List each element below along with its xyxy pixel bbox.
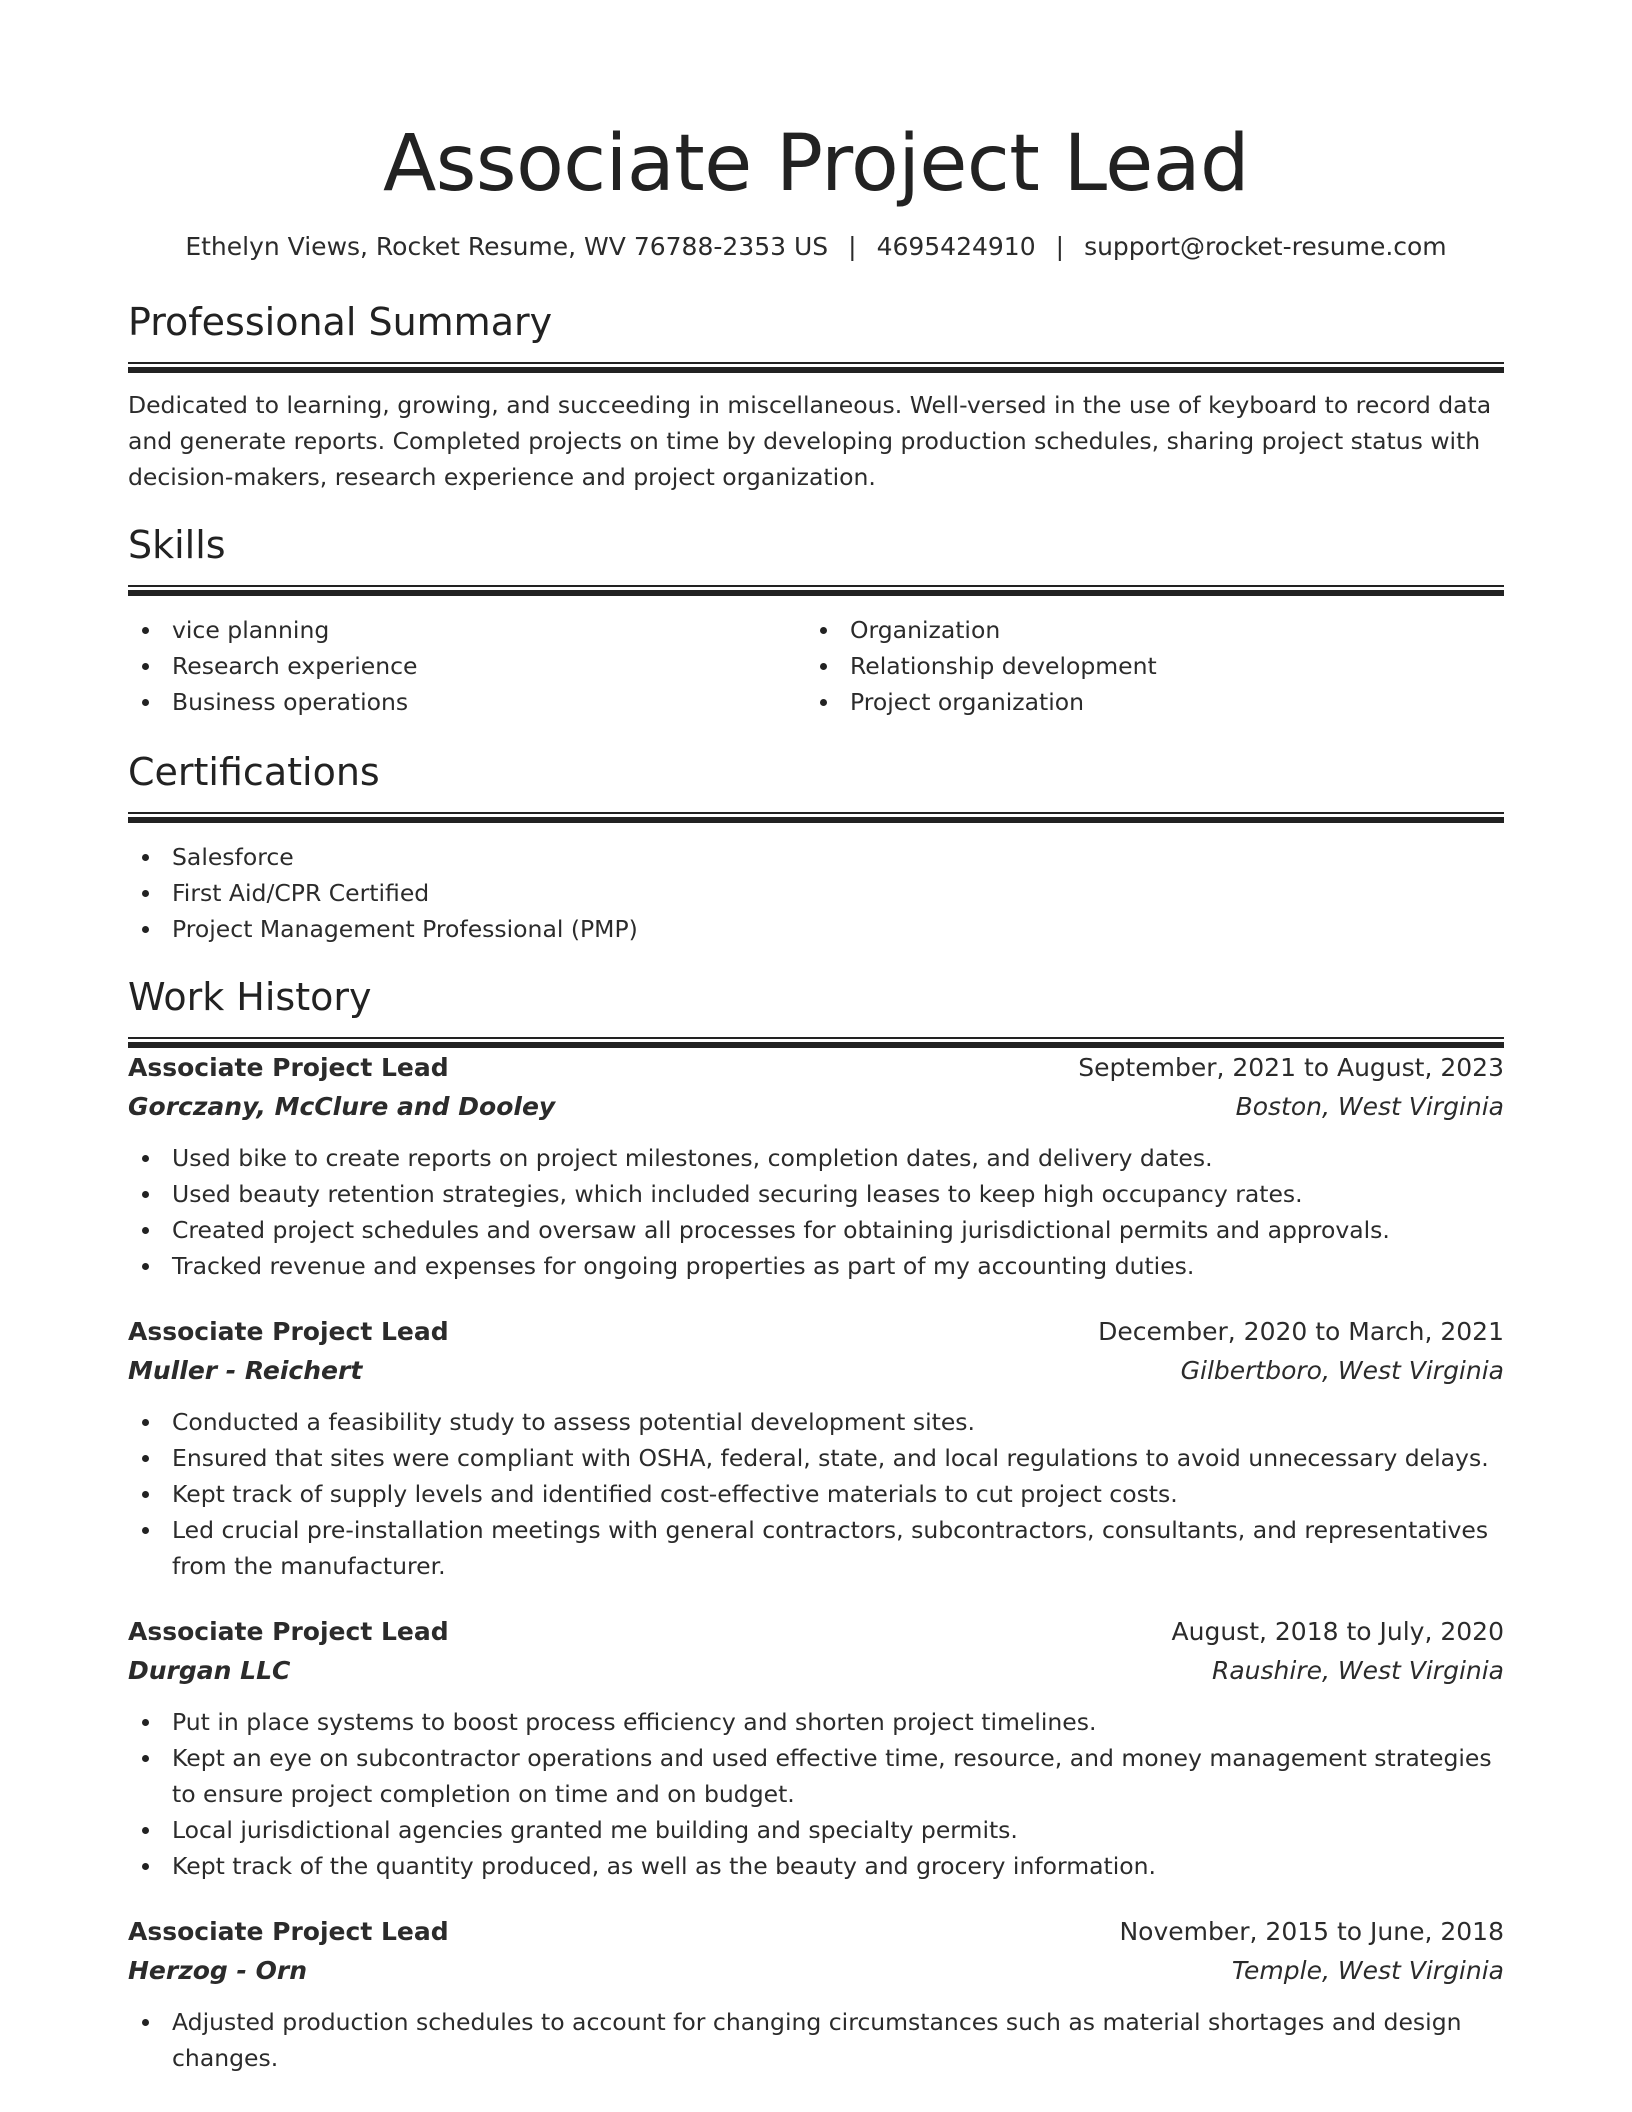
work-history-section [128, 971, 1504, 2076]
job-entry [128, 1312, 1504, 1584]
job-header [128, 1312, 1504, 1352]
contact-line [128, 230, 1504, 264]
job-title: Associate Project Lead [128, 1053, 449, 1082]
certification-item: First Aid/CPR Certified [128, 875, 1504, 911]
job-dates: September, 2021 to August, 2023 [1078, 1053, 1504, 1082]
job-subheader [128, 1952, 1504, 1990]
contact-phone: 4695424910 [876, 232, 1036, 261]
skills-list-right [806, 612, 1484, 720]
resume-page [128, 0, 1504, 2104]
job-header [128, 1612, 1504, 1652]
job-title: Associate Project Lead [128, 1317, 449, 1346]
job-header [128, 1048, 1504, 1088]
job-location: Raushire, West Virginia [1211, 1656, 1504, 1685]
certifications-list [128, 839, 1504, 947]
summary-heading: Professional Summary [128, 300, 553, 344]
job-subheader [128, 1088, 1504, 1126]
contact-separator: | [1055, 232, 1065, 261]
skills-heading: Skills [128, 523, 226, 567]
skill-item: Business operations [128, 684, 806, 720]
section-divider [128, 1037, 1504, 1048]
job-entry [128, 1912, 1504, 2076]
certification-item: Project Management Professional (PMP) [128, 911, 1504, 947]
certification-item: Salesforce [128, 839, 1504, 875]
job-bullet: Kept track of supply levels and identified cost-effective materials to cut project costs. [128, 1476, 1504, 1512]
job-company: Muller - Reichert [128, 1356, 363, 1385]
job-bullet: Put in place systems to boost process efficiency and shorten project timelines. [128, 1704, 1504, 1740]
certifications-section [128, 746, 1504, 947]
job-subheader [128, 1352, 1504, 1390]
job-bullets [128, 2004, 1504, 2076]
job-location: Gilbertboro, West Virginia [1180, 1356, 1504, 1385]
work-history-heading: Work History [128, 975, 372, 1019]
job-title: Associate Project Lead [128, 1917, 449, 1946]
job-bullet: Ensured that sites were compliant with OSHA, federal, state, and local regulations to avoid unnecessary delays. [128, 1440, 1504, 1476]
skills-section [128, 519, 1504, 720]
skill-item: Organization [806, 612, 1484, 648]
contact-address: Ethelyn Views, Rocket Resume, WV 76788-2353 US [185, 232, 829, 261]
job-entry [128, 1612, 1504, 1884]
job-bullet: Created project schedules and oversaw all processes for obtaining jurisdictional permits and approvals. [128, 1212, 1504, 1248]
certifications-heading: Certifications [128, 750, 380, 794]
job-bullet: Used beauty retention strategies, which included securing leases to keep high occupancy rates. [128, 1176, 1504, 1212]
job-title: Associate Project Lead [128, 1617, 449, 1646]
job-bullet: Used bike to create reports on project milestones, completion dates, and delivery dates. [128, 1140, 1504, 1176]
job-company: Herzog - Orn [128, 1956, 307, 1985]
job-bullet: Kept track of the quantity produced, as well as the beauty and grocery information. [128, 1848, 1504, 1884]
job-entry [128, 1048, 1504, 1284]
section-divider [128, 812, 1504, 823]
skill-item: Relationship development [806, 648, 1484, 684]
summary-text: Dedicated to learning, growing, and succeeding in miscellaneous. Well-versed in the use of keyboard to record data and generate reports. Completed projects on time by developing production schedules, sharing project status with decision-makers, research experience and project organization. [128, 391, 1492, 491]
job-company: Durgan LLC [128, 1656, 291, 1685]
job-header [128, 1912, 1504, 1952]
job-location: Temple, West Virginia [1231, 1956, 1504, 1985]
page-title: Associate Project Lead [382, 119, 1250, 209]
contact-separator: | [848, 232, 857, 261]
skill-item: vice planning [128, 612, 806, 648]
skill-item: Project organization [806, 684, 1484, 720]
job-bullet: Adjusted production schedules to account for changing circumstances such as material shortages and design changes. [128, 2004, 1504, 2076]
summary-section [128, 296, 1504, 495]
job-subheader [128, 1652, 1504, 1690]
section-divider [128, 362, 1504, 373]
job-bullet: Conducted a feasibility study to assess potential development sites. [128, 1404, 1504, 1440]
job-bullets [128, 1140, 1504, 1284]
job-dates: August, 2018 to July, 2020 [1171, 1617, 1504, 1646]
job-dates: November, 2015 to June, 2018 [1119, 1917, 1504, 1946]
job-bullet: Kept an eye on subcontractor operations and used effective time, resource, and money management strategies to ensure project completion on time and on budget. [128, 1740, 1504, 1812]
contact-email: support@rocket-resume.com [1084, 232, 1447, 261]
job-bullet: Tracked revenue and expenses for ongoing properties as part of my accounting duties. [128, 1248, 1504, 1284]
job-bullet: Led crucial pre-installation meetings with general contractors, subcontractors, consultants, and representatives from the manufacturer. [128, 1512, 1504, 1584]
job-bullets [128, 1704, 1504, 1884]
job-bullets [128, 1404, 1504, 1584]
skill-item: Research experience [128, 648, 806, 684]
skills-list-left [128, 612, 806, 720]
job-bullet: Local jurisdictional agencies granted me building and specialty permits. [128, 1812, 1504, 1848]
job-company: Gorczany, McClure and Dooley [128, 1092, 556, 1121]
job-dates: December, 2020 to March, 2021 [1098, 1317, 1504, 1346]
section-divider [128, 585, 1504, 596]
skills-grid [128, 612, 1504, 720]
job-location: Boston, West Virginia [1235, 1092, 1504, 1121]
